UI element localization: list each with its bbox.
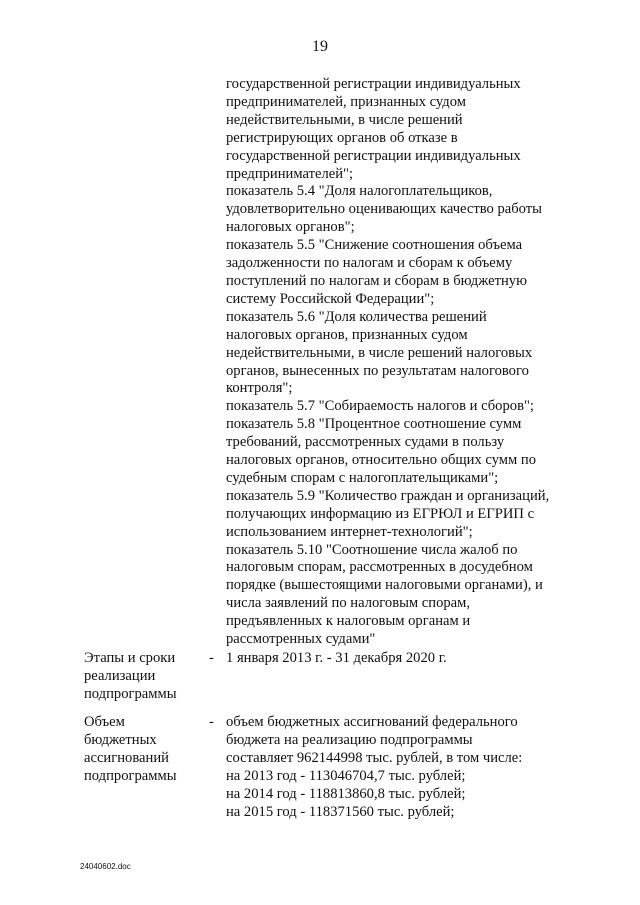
value-line: на 2014 год - 118813860,8 тыс. рублей;	[226, 785, 466, 802]
text-line: государственной регистрации индивидуальных	[226, 147, 521, 164]
text-line: систему Российской Федерации";	[226, 290, 435, 307]
budget-label	[84, 714, 204, 786]
value-line: бюджета на реализацию подпрограммы	[226, 731, 473, 748]
text-line: показатель 5.5 "Снижение соотношения объема	[226, 237, 523, 254]
label-line: подпрограммы	[84, 767, 177, 784]
text-line: предпринимателей, признанных судом	[226, 93, 466, 110]
text-line: показатель 5.9 "Количество граждан и организаций,	[226, 487, 550, 504]
text-line: удовлетворительно оценивающих качество работы	[226, 201, 542, 218]
label-line: Объем	[84, 714, 125, 730]
text-line: получающих информацию из ЕГРЮЛ и ЕГРИП с	[226, 505, 535, 522]
text-line: контроля";	[226, 380, 293, 397]
value-line: составляет 962144998 тыс. рублей, в том числе:	[226, 749, 523, 766]
value-line: 1 января 2013 г. - 31 декабря 2020 г.	[226, 650, 447, 666]
value-line: объем бюджетных ассигнований федерального	[226, 714, 518, 730]
label-line: бюджетных	[84, 731, 157, 748]
text-line: показатель 5.8 "Процентное соотношение сумм	[226, 416, 522, 433]
text-line: числа заявлений по налоговым спорам,	[226, 595, 471, 612]
label-line: ассигнований	[84, 749, 169, 766]
budget-value	[226, 714, 566, 821]
footer-filename: 24040602.doc	[80, 862, 131, 871]
text-line: органов, вынесенных по результатам налогового	[226, 362, 529, 379]
text-line: предъявленных к налоговым органам и	[226, 613, 471, 630]
text-line: налоговым спорам, рассмотренных в досудебном	[226, 559, 533, 576]
text-line: недействительными, в числе решений налоговых	[226, 344, 533, 361]
text-line: налоговых органов, относительно общих сумм по	[226, 452, 537, 469]
text-line: использованием интернет-технологий";	[226, 523, 473, 540]
value-line: на 2013 год - 113046704,7 тыс. рублей;	[226, 767, 466, 784]
text-line: предпринимателей";	[226, 165, 354, 182]
text-line: порядке (вышестоящими налоговыми органами), и	[226, 577, 543, 594]
stages-dash: -	[209, 650, 214, 666]
text-line: налоговых органов, признанных судом	[226, 326, 468, 343]
text-line: недействительными, в числе решений	[226, 111, 463, 128]
value-line: на 2015 год - 118371560 тыс. рублей;	[226, 803, 455, 820]
text-line: показатель 5.4 "Доля налогоплательщиков,	[226, 183, 493, 200]
label-line: Этапы и сроки	[84, 650, 176, 666]
page-number: 19	[312, 38, 328, 55]
text-line: поступлений по налогам и сборам в бюджетную	[226, 272, 527, 289]
text-line: судебным спорам с налогоплательщиками";	[226, 469, 499, 486]
text-line: рассмотренных судами"	[226, 631, 376, 648]
text-line: показатель 5.6 "Доля количества решений	[226, 308, 487, 325]
text-line: задолженности по налогам и сборам к объему	[226, 255, 513, 272]
budget-dash: -	[209, 714, 214, 730]
indicators-continuation	[226, 76, 566, 649]
text-line: налоговых органов";	[226, 219, 355, 236]
text-line: показатель 5.10 "Соотношение числа жалоб по	[226, 541, 518, 558]
text-line: требований, рассмотренных судами в пользу	[226, 434, 505, 451]
text-line: регистрирующих органов об отказе в	[226, 129, 458, 146]
stages-label	[84, 650, 204, 704]
text-line: показатель 5.7 "Собираемость налогов и сборов";	[226, 398, 534, 415]
label-line: подпрограммы	[84, 685, 177, 702]
label-line: реализации	[84, 667, 156, 684]
stages-value	[226, 650, 566, 668]
text-line: государственной регистрации индивидуальных	[226, 76, 521, 92]
